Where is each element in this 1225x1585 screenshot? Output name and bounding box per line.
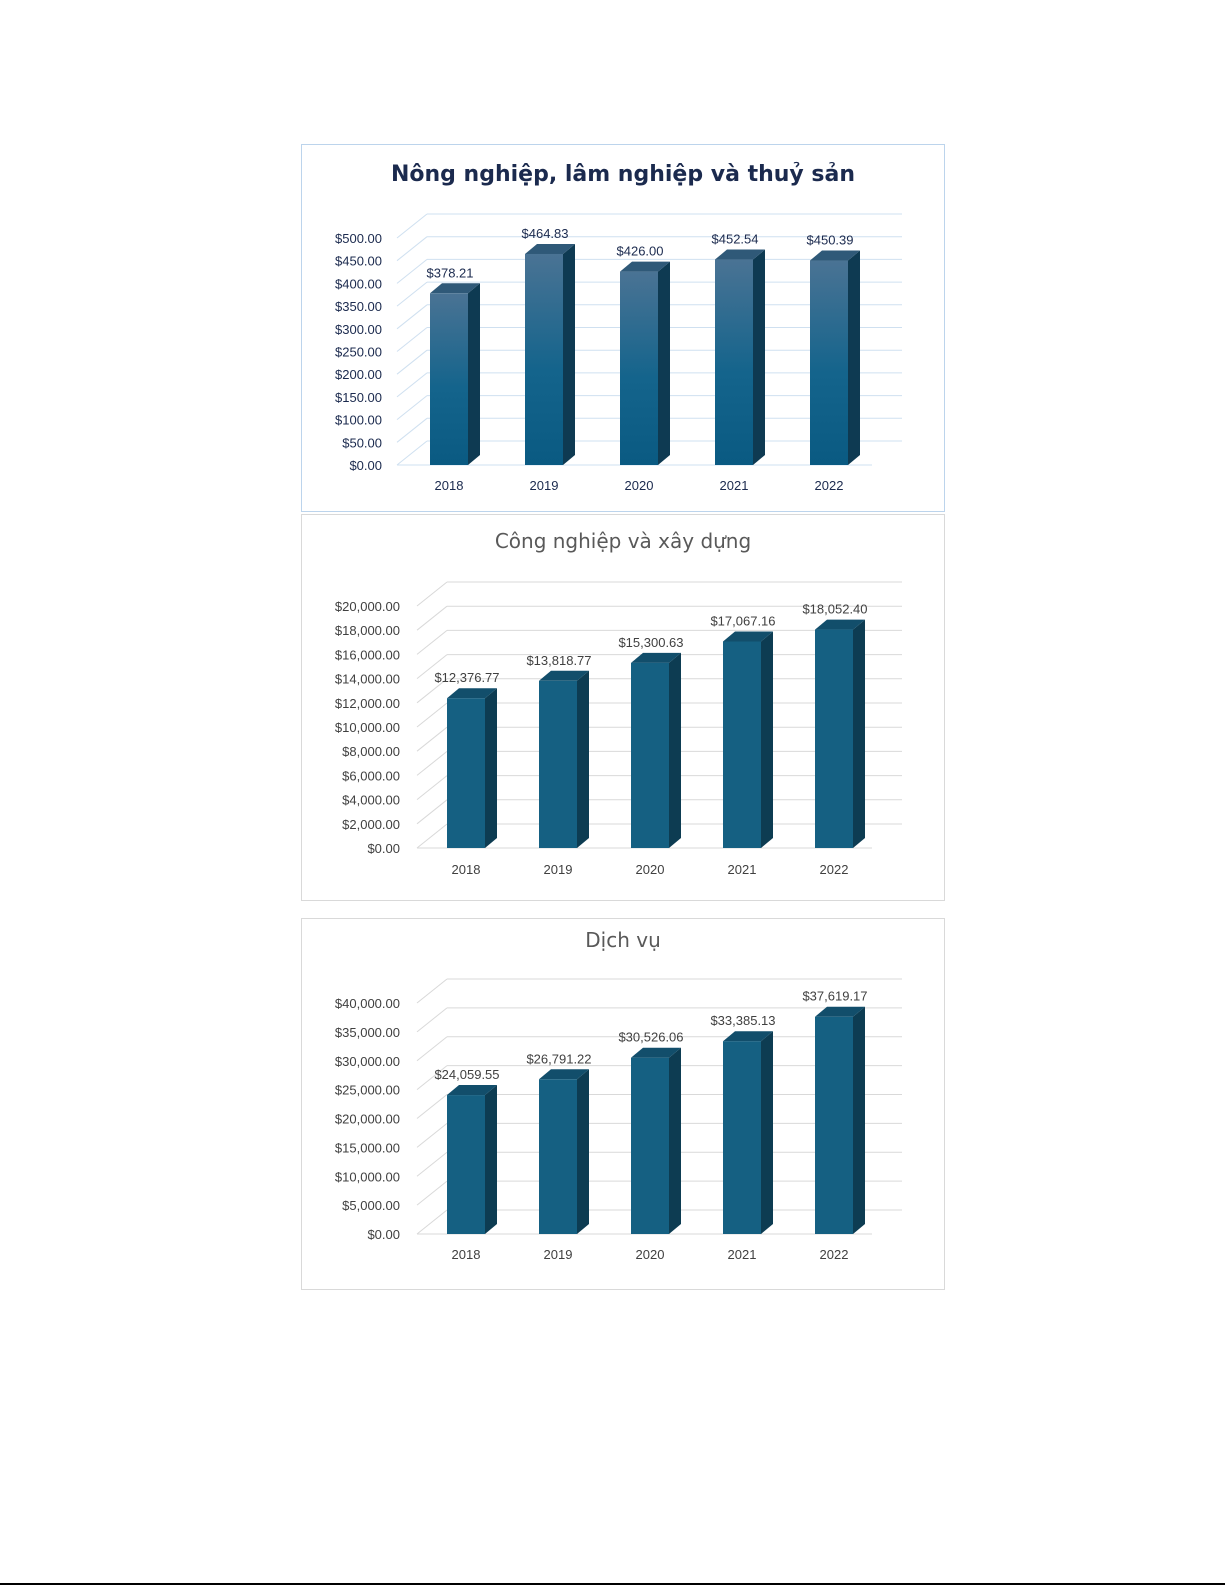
x-tick-label: 2022 <box>819 1247 849 1262</box>
bar-side <box>468 283 480 465</box>
bar <box>447 688 497 848</box>
y-tick-label: $0.00 <box>367 841 400 856</box>
bar-side <box>848 251 860 465</box>
data-label: $450.39 <box>806 232 854 248</box>
bar-front <box>539 1079 577 1234</box>
gridline-side <box>417 800 447 824</box>
gridline-side <box>397 282 427 306</box>
bar-front <box>430 293 468 465</box>
bar-front <box>631 663 669 848</box>
bar <box>620 262 670 465</box>
bar-front <box>631 1058 669 1234</box>
chart-services <box>301 918 945 1290</box>
y-tick-label: $4,000.00 <box>342 792 400 808</box>
x-tick-label: 2019 <box>543 1247 573 1262</box>
bar-side <box>563 244 575 465</box>
y-tick-label: $2,000.00 <box>342 816 400 832</box>
y-tick-label: $300.00 <box>335 321 382 337</box>
x-tick-label: 2022 <box>819 862 849 877</box>
y-tick-label: $0.00 <box>367 1227 400 1242</box>
bar <box>815 1007 865 1234</box>
y-tick-label: $250.00 <box>335 344 382 360</box>
bar <box>810 251 860 465</box>
gridline-side <box>417 751 447 775</box>
gridline-side <box>417 727 447 751</box>
bar <box>525 244 575 465</box>
gridline-side <box>397 418 427 442</box>
bar-front <box>815 630 853 848</box>
bar-front <box>723 641 761 848</box>
gridline-side <box>417 582 447 606</box>
x-tick-label: 2018 <box>451 1247 481 1262</box>
y-tick-label: $500.00 <box>335 231 382 246</box>
gridline-side <box>417 630 447 654</box>
x-tick-label: 2020 <box>635 1247 665 1262</box>
gridline-side <box>417 1152 447 1176</box>
x-tick-label: 2022 <box>814 478 844 493</box>
y-tick-label: $15,000.00 <box>334 1140 400 1156</box>
bar <box>539 1069 589 1234</box>
gridline-side <box>397 305 427 329</box>
data-label: $37,619.17 <box>802 988 868 1004</box>
data-label: $426.00 <box>616 243 664 259</box>
bar-front <box>723 1041 761 1234</box>
y-tick-label: $20,000.00 <box>334 1111 400 1127</box>
y-tick-label: $10,000.00 <box>334 1169 400 1185</box>
bar-front <box>525 254 563 465</box>
bar-side <box>669 653 681 848</box>
bar <box>539 671 589 848</box>
gridline-side <box>417 1095 447 1119</box>
x-tick-label: 2020 <box>635 862 665 877</box>
bar-side <box>853 1007 865 1234</box>
data-label: $452.54 <box>711 231 759 247</box>
y-tick-label: $5,000.00 <box>342 1198 400 1214</box>
x-tick-label: 2018 <box>434 478 464 493</box>
gridline-side <box>417 606 447 630</box>
bar-side <box>853 620 865 848</box>
gridline-side <box>417 1123 447 1147</box>
y-tick-label: $40,000.00 <box>334 996 400 1011</box>
bar <box>815 620 865 848</box>
chart-title: Nông nghiệp, lâm nghiệp và thuỷ sản <box>390 162 856 187</box>
y-tick-label: $16,000.00 <box>334 647 400 663</box>
bar-side <box>577 671 589 848</box>
bar-side <box>761 631 773 848</box>
bar-side <box>577 1069 589 1234</box>
y-tick-label: $35,000.00 <box>334 1024 400 1040</box>
bar-front <box>447 1095 485 1234</box>
bar-side <box>658 262 670 465</box>
bar-side <box>485 688 497 848</box>
x-tick-label: 2021 <box>727 862 757 877</box>
data-label: $18,052.40 <box>802 601 868 617</box>
y-tick-label: $0.00 <box>349 458 382 473</box>
bar-front <box>620 272 658 465</box>
bar <box>631 653 681 848</box>
gridline-side <box>397 328 427 352</box>
data-label: $17,067.16 <box>710 613 776 629</box>
bar-front <box>810 261 848 465</box>
y-tick-label: $350.00 <box>335 299 382 315</box>
bar <box>447 1085 497 1234</box>
data-label: $12,376.77 <box>434 670 500 686</box>
data-label: $26,791.22 <box>526 1051 592 1067</box>
bar <box>631 1048 681 1234</box>
data-label: $13,818.77 <box>526 652 592 668</box>
y-tick-label: $400.00 <box>335 276 382 292</box>
gridline-side <box>397 214 427 238</box>
chart-agriculture <box>301 144 945 512</box>
y-tick-label: $12,000.00 <box>334 695 400 711</box>
y-tick-label: $25,000.00 <box>334 1082 400 1098</box>
bar-front <box>815 1017 853 1234</box>
x-tick-label: 2019 <box>543 862 573 877</box>
gridline-side <box>417 979 447 1003</box>
gridline-side <box>397 259 427 283</box>
bar-side <box>485 1085 497 1234</box>
y-tick-label: $100.00 <box>335 412 382 428</box>
y-tick-label: $30,000.00 <box>334 1053 400 1069</box>
data-label: $24,059.55 <box>434 1067 500 1083</box>
bar <box>723 631 773 848</box>
data-label: $30,526.06 <box>618 1029 684 1045</box>
chart-agriculture-svg <box>302 145 944 511</box>
y-tick-label: $14,000.00 <box>334 671 400 687</box>
y-tick-label: $50.00 <box>342 435 382 451</box>
y-tick-label: $200.00 <box>335 367 382 383</box>
bar-side <box>669 1048 681 1234</box>
x-tick-label: 2018 <box>451 862 481 877</box>
gridline-side <box>417 1210 447 1234</box>
y-tick-label: $6,000.00 <box>342 768 400 784</box>
data-label: $33,385.13 <box>710 1013 776 1029</box>
gridline-side <box>397 396 427 420</box>
x-tick-label: 2021 <box>727 1247 757 1262</box>
gridline-side <box>417 776 447 800</box>
gridline-side <box>417 1008 447 1032</box>
chart-services-svg <box>302 919 944 1289</box>
gridline-side <box>417 1181 447 1205</box>
chart-title: Công nghiệp và xây dựng <box>494 529 752 553</box>
chart-title: Dịch vụ <box>585 928 661 952</box>
gridline-side <box>397 237 427 261</box>
y-tick-label: $8,000.00 <box>342 744 400 760</box>
chart-industry-svg <box>302 515 944 900</box>
y-tick-label: $20,000.00 <box>334 599 400 614</box>
chart-industry <box>301 514 945 901</box>
bar-side <box>753 250 765 465</box>
data-label: $15,300.63 <box>618 634 684 650</box>
gridline-side <box>417 703 447 727</box>
gridline-side <box>417 1037 447 1061</box>
bar <box>723 1031 773 1234</box>
y-tick-label: $10,000.00 <box>334 720 400 735</box>
bar-side <box>761 1031 773 1234</box>
y-tick-label: $450.00 <box>335 253 382 269</box>
bar-front <box>715 260 753 465</box>
bar-front <box>447 698 485 848</box>
gridline-side <box>397 350 427 374</box>
bar-front <box>539 681 577 848</box>
gridline-side <box>397 441 427 465</box>
y-tick-label: $150.00 <box>335 389 382 405</box>
y-tick-label: $18,000.00 <box>334 623 400 639</box>
gridline-side <box>417 824 447 848</box>
gridline-side <box>397 373 427 397</box>
bar <box>715 250 765 465</box>
bar <box>430 283 480 465</box>
data-label: $464.83 <box>521 225 569 241</box>
data-label: $378.21 <box>426 265 474 281</box>
x-tick-label: 2020 <box>624 478 654 493</box>
x-tick-label: 2019 <box>529 478 559 493</box>
x-tick-label: 2021 <box>719 478 749 493</box>
